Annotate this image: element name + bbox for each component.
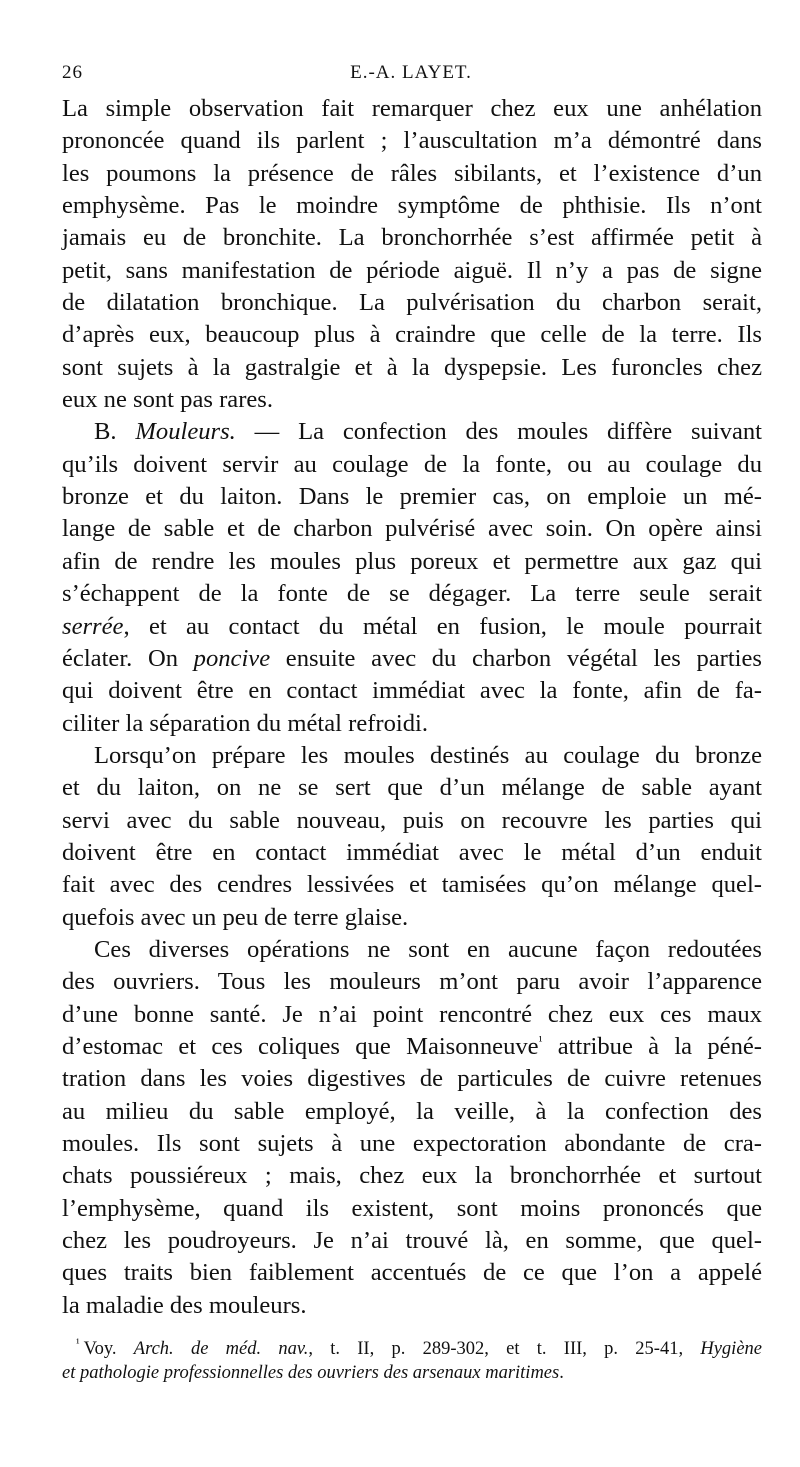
text-line: des ouvriers. Tous les mouleurs m’ont paru avoir l’apparence — [62, 968, 762, 996]
line-rest: , et au contact du métal en fusion, le moule pourrait — [123, 612, 762, 640]
paragraph-1 — [62, 93, 762, 416]
text-line — [62, 1031, 762, 1063]
text-line: qu’ils doivent servir au coulage de la fonte, ou au coulage du — [62, 450, 762, 478]
text-line: sont sujets à la gastralgie et à la dyspepsie. Les furoncles chez — [62, 353, 762, 381]
paragraph-3 — [62, 740, 762, 934]
footnote-italic: et pathologie professionnelles des ouvriers des arsenaux maritimes — [62, 1363, 560, 1383]
text-line: chats poussiéreux ; mais, chez eux la bronchorrhée et surtout — [62, 1162, 762, 1190]
text-line: eux ne sont pas rares. — [62, 386, 274, 414]
body-text — [62, 93, 762, 1322]
footnote-text: , t. II, p. 289-302, et t. III, p. 25-41, — [308, 1339, 701, 1359]
text-line: chez les poudroyeurs. Je n’ai trouvé là, en somme, que quel- — [62, 1227, 762, 1255]
text-line: petit, sans manifestation de période aiguë. Il n’y a pas de signe — [62, 256, 762, 284]
footnote — [62, 1337, 762, 1385]
footnote-italic: Arch. de méd. nav. — [133, 1339, 309, 1359]
text-line: de dilatation bronchique. La pulvérisation du charbon serait, — [62, 289, 762, 317]
line-part: attribue à la péné- — [542, 1032, 762, 1060]
text-line — [62, 416, 762, 448]
text-line: doivent être en contact immédiat avec le métal d’un enduit — [62, 838, 762, 866]
footnote-line — [62, 1361, 762, 1385]
line-part: d’estomac et ces coliques que Maisonneuve — [62, 1032, 539, 1060]
text-line: servi avec du sable nouveau, puis on recouvre les parties qui — [62, 806, 762, 834]
text-line: Ces diverses opérations ne sont en aucune façon redoutées — [94, 935, 762, 963]
section-label: B. — [94, 418, 117, 446]
text-line: fait avec des cendres lessivées et tamisées qu’on mélange quel- — [62, 871, 762, 899]
text-line: au milieu du sable employé, la veille, à la confection des — [62, 1097, 762, 1125]
text-line: prononcée quand ils parlent ; l’auscultation m’a démontré dans — [62, 127, 762, 155]
page-header — [62, 62, 760, 90]
text-line: l’emphysème, quand ils existent, sont moins prononcés que — [62, 1194, 762, 1222]
text-line: Lorsqu’on prépare les moules destinés au coulage du bronze — [94, 741, 762, 769]
paragraph-2 — [62, 416, 762, 739]
line-part: ensuite avec du charbon végétal les parties — [270, 644, 762, 672]
text-line — [62, 643, 762, 675]
page-number: 26 — [62, 62, 83, 83]
italic-word: poncive — [193, 644, 271, 672]
footnote-mark: ¹ — [76, 1335, 80, 1350]
text-line: quefois avec un peu de terre glaise. — [62, 903, 409, 931]
text-line: tration dans les voies digestives de particules de cuivre retenues — [62, 1065, 762, 1093]
text-line: emphysème. Pas le moindre symptôme de phthisie. Ils n’ont — [62, 192, 762, 220]
text-line: lange de sable et de charbon pulvérisé avec soin. On opère ainsi — [62, 515, 762, 543]
section-title: Mouleurs. — [135, 418, 236, 446]
text-line: jamais eu de bronchite. La bronchorrhée s’est affirmée petit à — [62, 224, 762, 252]
text-line: ques traits bien faiblement accentués de ce que l’on a appelé — [62, 1259, 762, 1287]
text-line: qui doivent être en contact immédiat avec la fonte, afin de fa- — [62, 677, 762, 705]
text-line — [62, 611, 762, 643]
text-line: ciliter la séparation du métal refroidi. — [62, 709, 429, 737]
text-line: afin de rendre les moules plus poreux et permettre aux gaz qui — [62, 547, 762, 575]
text-line: les poumons la présence de râles sibilants, et l’existence d’un — [62, 159, 762, 187]
footnote-text: Voy. — [83, 1339, 134, 1359]
paragraph-4 — [62, 934, 762, 1322]
text-line: la maladie des mouleurs. — [62, 1291, 307, 1319]
section-intro: — La confection des moules diffère suivant — [235, 418, 762, 446]
text-line: bronze et du laiton. Dans le premier cas, on emploie un mé- — [62, 483, 762, 511]
text-line: et du laiton, on ne se sert que d’un mélange de sable ayant — [62, 774, 762, 802]
text-line: La simple observation fait remarquer chez eux une anhélation — [62, 95, 762, 122]
text-line: moules. Ils sont sujets à une expectoration abondante de cra- — [62, 1130, 762, 1157]
text-line: d’après eux, beaucoup plus à craindre que celle de la terre. Ils — [62, 321, 762, 349]
running-head: E.-A. LAYET. — [350, 62, 472, 83]
footnote-line — [62, 1337, 762, 1361]
text-line: d’une bonne santé. Je n’ai point rencontré chez eux ces maux — [62, 1000, 762, 1028]
line-part: éclater. On — [62, 644, 194, 672]
footnote-italic: Hygiène — [700, 1339, 762, 1359]
italic-word: serrée — [62, 612, 124, 640]
footnote-text: . — [559, 1363, 564, 1383]
footnote-reference: ¹ — [538, 1032, 543, 1048]
text-line: s’échappent de la fonte de se dégager. La terre seule serait — [62, 580, 762, 608]
